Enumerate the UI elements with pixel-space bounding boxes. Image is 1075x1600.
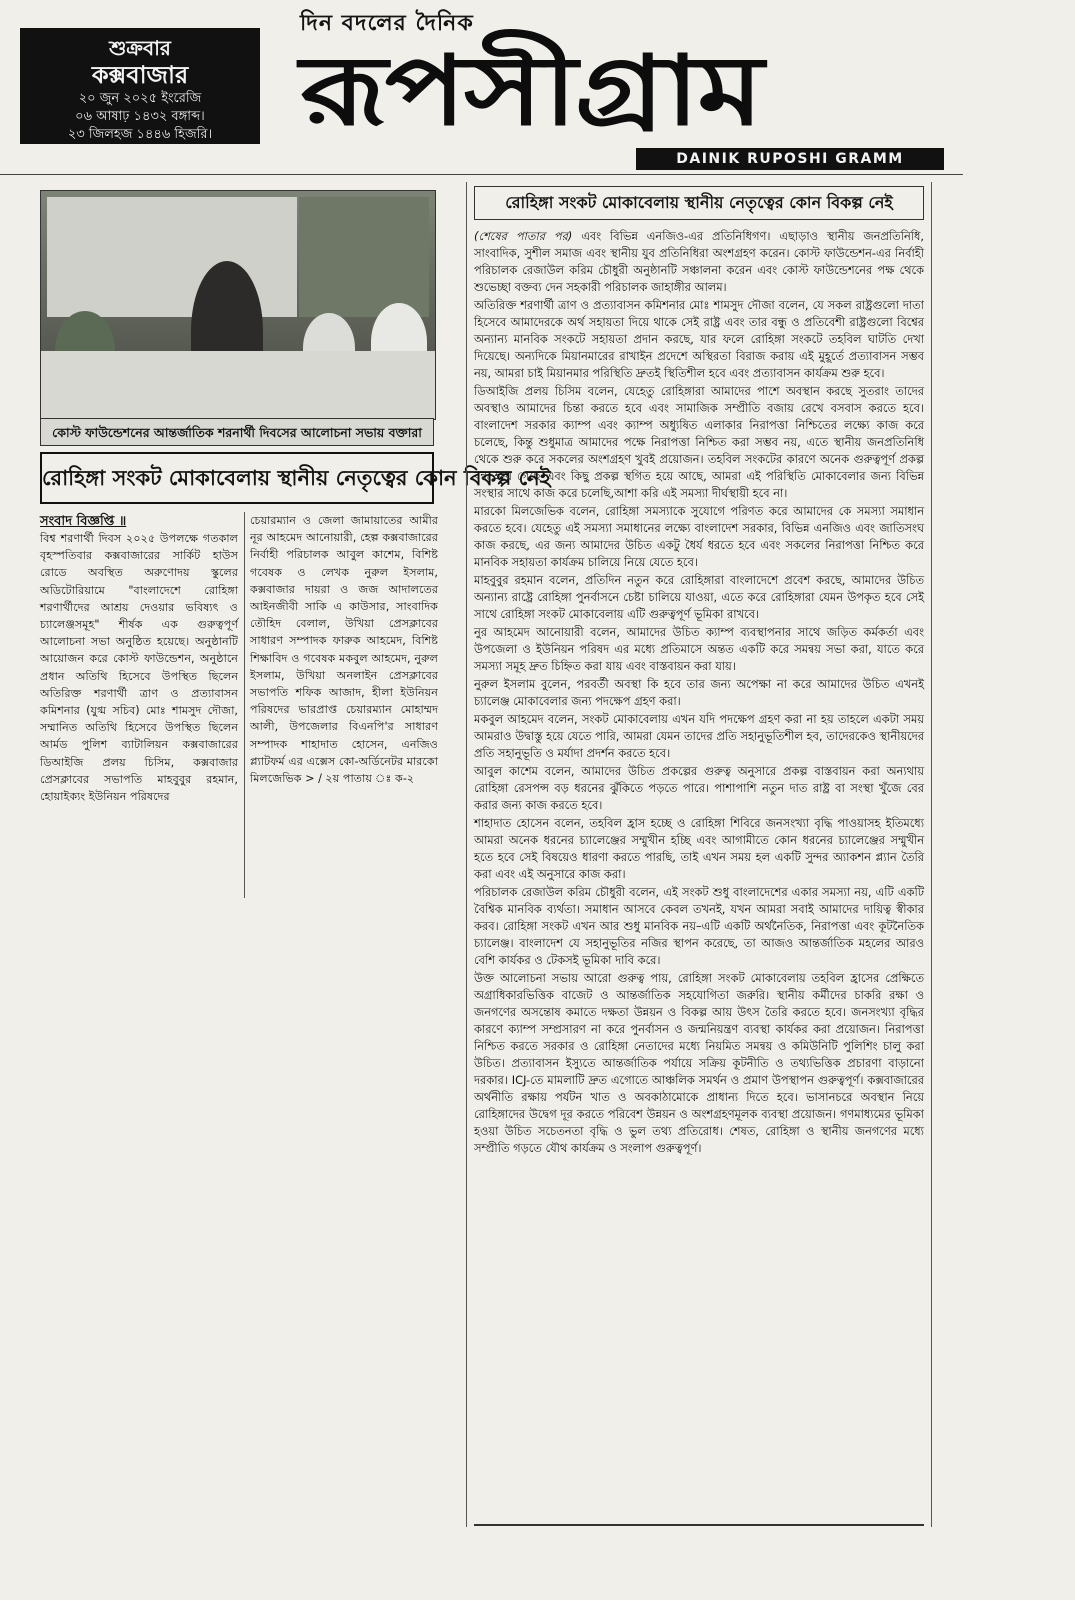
continuation-note: (শেষের পাতার পর)	[474, 229, 573, 243]
photo-table	[41, 351, 435, 419]
english-date: ২০ জুন ২০২৫ ইংরেজি	[78, 91, 202, 106]
paragraph-text: এবং বিভিন্ন এনজিও-এর প্রতিনিধিগণ। এছাড়াও স্থানীয় জনপ্রতিনিধি, সাংবাদিক, সুশীল সমাজ এবং স্থানীয় যুব প্রতিনিধিরা অংশগ্রহণ করেন। কোস্ট ফাউন্ডেশন-এর নির্বাহী পরিচালক রেজাউল করিম চৌধুরী অনুষ্ঠানটি সঞ্চালনা করেন এবং কোস্ট ফাউন্ডেশনের পক্ষ থেকে শুভেচ্ছা বক্তব্য দেন সহকারী পরিচালক জাহাঙ্গীর আলম।	[474, 229, 925, 294]
photo-caption: কোস্ট ফাউন্ডেশনের আন্তর্জাতিক শরনার্থী দিবসের আলোচনা সভায় বক্তারা	[40, 418, 434, 446]
continued-article-headline: রোহিঙ্গা সংকট মোকাবেলায় স্থানীয় নেতৃত্বের কোন বিকল্প নেই	[474, 186, 924, 220]
article-paragraph: পরিচালক রেজাউল করিম চৌধুরী বলেন, এই সংকট শুধু বাংলাদেশের একার সমস্যা নয়, এটি একটি বৈশ্বিক মানবিক ব্যর্থতা। সমাধান আসবে কেবল তখনই, যখন আমরা সবাই আমাদের দায়িত্ব স্বীকার করব। রোহিঙ্গা সংকট এখন আর শুধু মানবিক নয়–এটি একটি অর্থনৈতিক, নিরাপত্তা এবং কূটনৈতিক চ্যালেঞ্জ। বাংলাদেশ যে সহানুভূতির নজির স্থাপন করেছে, তা আজও আন্তর্জাতিক মহলের আরও বেশি কার্যকর ও টেকসই ভূমিকা দাবি করে।	[474, 885, 924, 967]
article-paragraph: মারকো মিলজেভিক বলেন, রোহিঙ্গা সমস্যাকে সুযোগে পরিণত করে আমাদের কে সমস্যা সমাধান করতে হবে। যেহেতু এই সমস্যা সমাধানের লক্ষ্যে বাংলাদেশ সরকার, বিভিন্ন এনজিও এবং জাতিসংঘ কাজ করছে, এর জন্য আমাদের উচিত একটু ধৈর্য ধরতে হবে এবং সকলের নিরাপত্তা নিশ্চিত করে মানবিক সহায়তা কার্যক্রম চালিয়ে নিয়ে যেতে হবে।	[474, 504, 924, 569]
column-divider	[244, 512, 245, 898]
article-paragraph: উক্ত আলোচনা সভায় আরো গুরুত্ব পায়, রোহিঙ্গা সংকট মোকাবেলায় তহবিল হ্রাসের প্রেক্ষিতে অগ্রাধিকারভিত্তিক বাজেট ও আন্তর্জাতিক সহযোগিতা জরুরি। স্থানীয় কর্মীদের চাকরি রক্ষা ও জনগণের অসন্তোষ কমাতে দক্ষতা উন্নয়ন ও বিকল্প আয় উৎস তৈরি করতে হবে। জনসংখ্যা বৃদ্ধির কারণে ক্যাম্প সম্প্রসারণ না করে পুনর্বাসন ও জন্মনিয়ন্ত্রণ ব্যবস্থা কার্যকর করা প্রয়োজন। নিরাপত্তা নিশ্চিত করতে সরকার ও রোহিঙ্গা নেতাদের মধ্যে নিয়মিত সমন্বয় ও কমিউনিটি পুলিশিং চালু করা উচিত। প্রত্যাবাসন ইস্যুতে আন্তর্জাতিক পর্যায়ে সক্রিয় কূটনীতি ও তথ্যভিত্তিক প্রচারণা বাড়ানো দরকার। ICJ-তে মামলাটি দ্রুত এগোতে আঞ্চলিক সমর্থন ও প্রমাণ উপস্থাপন গুরুত্বপূর্ণ। কক্সবাজারের অর্থনীতি রক্ষায় পর্যটন খাত ও অবকাঠামোকে প্রাধান্য দিতে হবে। ভাসানচরে অবস্থান নিয়ে রোহিঙ্গাদের উদ্বেগ দূর করতে পরিবেশ উন্নয়ন ও অংশগ্রহণমূলক ব্যবস্থা প্রয়োজন। গণমাধ্যমের ভূমিকা হওয়া উচিত সচেতনতা বৃদ্ধি ও ভুল তথ্য প্রতিরোধ। শেষত, রোহিঙ্গা ও স্থানীয় জনগণের মধ্যে সম্প্রীতি গড়তে যৌথ কার্যক্রম ও সংলাপ গুরুত্বপূর্ণ।	[474, 971, 924, 1155]
article-paragraph: মকবুল আহমেদ বলেন, সংকট মোকাবেলায় এখন যদি পদক্ষেপ গ্রহণ করা না হয় তাহলে একটা সময় আমরাও উদ্বাস্তু হয়ে যেতে পারি, আমরা যেমন তাদের প্রতি সহানুভূতিশীল হব, তাদেরকেও স্থানীয়দের প্রতি সহানুভূতি ও মর্যাদা প্রদর্শন করতে হবে।	[474, 712, 924, 760]
continued-article-body	[474, 228, 924, 1520]
article-paragraph: শাহাদাত হোসেন বলেন, তহবিল হ্রাস হচ্ছে ও রোহিঙ্গা শিবিরে জনসংখ্যা বৃদ্ধি পাওয়াসহ ইতিমধ্যে আমরা অনেক ধরনের চ্যালেঞ্জের সম্মুখীন হচ্ছি এবং আগামীতে কোন ধরনের চ্যালেঞ্জের সম্মুখীন হতে হবে সেই বিষয়েও ধারণা করতে পারছি, তাই এখন সময় হল একটি সুন্দর অ্যাকশন প্ল্যান তৈরি করা এবং এই অনুসারে কাজ করা।	[474, 816, 924, 881]
article-paragraph: নুরুল ইসলাম বুলেন, পরবর্তী অবস্থা কি হবে তার জন্য অপেক্ষা না করে আমাদের উচিত এখনই চ্যালেঞ্জ মোকাবেলার জন্য পদক্ষেপ গ্রহণ করা।	[474, 677, 924, 708]
masthead-english-name: DAINIK RUPOSHI GRAMM	[636, 148, 944, 170]
event-photo	[40, 190, 436, 420]
hijri-date: ২৩ জিলহজ ১৪৪৬ হিজরি।	[67, 127, 213, 142]
article-paragraph: নুর আহমেদ আনোয়ারী বলেন, আমাদের উচিত ক্যাম্প ব্যবস্থাপনার সাথে জড়িত কর্মকর্তা এবং উপজেলা ও ইউনিয়ন পরিষদ এর মধ্যে প্রতিমাসে অন্তত একটি করে সমন্বয় সভা করা, যাতে করে সমস্যা সমূহ দ্রুত চিহ্নিত করা যায় এবং বাস্তবায়ন করা যায়।	[474, 625, 924, 673]
date-box	[20, 28, 260, 144]
photo-backdrop-banner	[47, 197, 297, 317]
article-column-1: বিশ্ব শরণার্থী দিবস ২০২৫ উপলক্ষে গতকাল বৃহস্পতিবার কক্সবাজারের সার্কিট হাউস রোডে অবস্থিত অরুণোদয় স্কুলের অডিটোরিয়ামে "বাংলাদেশে রোহিঙ্গা শরণার্থীদের আশ্রয় দেওয়ার ভবিষ্যৎ ও চ্যালেঞ্জসমূহ" শীর্ষক এক গুরুত্বপূর্ণ আলোচনা সভা অনুষ্ঠিত হয়েছে। অনুষ্ঠানটি আয়োজন করে কোস্ট ফাউন্ডেশন, অনুষ্ঠানে প্রধান অতিথি হিসেবে উপস্থিত ছিলেন অতিরিক্ত শরণার্থী ত্রাণ ও প্রত্যাবাসন কমিশনার (যুগ্ম সচিব) মোঃ শামসুদ দৌজা, সম্মানিত অতিথি হিসেবে উপস্থিত ছিলেন আর্মড পুলিশ ব্যাটালিয়ন কক্সবাজারের ডিআইজি প্রলয় চিসিম, কক্সবাজার প্রেসক্লাবের সভাপতি মাহবুবুর রহমান, হোয়াইক্যং ইউনিয়ন পরিষদের	[40, 532, 238, 804]
article-headline: রোহিঙ্গা সংকট মোকাবেলায় স্থানীয় নেতৃত্বের কোন বিকল্প নেই	[40, 452, 434, 504]
article-paragraph: ডিআইজি প্রলয় চিসিম বলেন, যেহেতু রোহিঙ্গারা আমাদের পাশে অবস্থান করছে সুতরাং তাদের অবস্থাও আমাদের চিন্তা করতে হবে এবং সামাজিক সম্প্রীতি বজায় রেখে বসবাস করতে হবে। বাংলাদেশ সরকার ক্যাম্প এবং ক্যাম্প অধ্যুষিত এলাকার নিরাপত্তা নিশ্চিতের লক্ষ্যে কাজ করে চলেছে, কিন্তু শুধুমাত্র আমাদের পক্ষে নিরাপত্তা নিশ্চিত করা সম্ভব নয়, এতে স্থানীয় জনপ্রতিনিধি থেকে শুরু করে সকলের অংশগ্রহণ খুবই প্রয়োজন। তহবিল সংকটের কারণে অনেক গুরুত্বপূর্ণ প্রকল্প বন্ধ হয়ে গেছে এবং কিছু প্রকল্প স্থগিত হয়ে আছে, আমরা এই পরিস্থিতি মোকাবেলার জন্য বিভিন্ন সংস্থার সাথে কাজ করে চলেছি,আশা করি এই সমস্যা দীর্ঘস্থায়ী হবে না।	[474, 384, 924, 500]
masthead-logo: রূপসীগ্রাম	[300, 34, 762, 147]
header-divider	[0, 174, 963, 175]
masthead-tagline: দিন বদলের দৈনিক	[300, 11, 474, 36]
article-paragraph	[474, 228, 924, 296]
place-label: কক্সবাজার	[91, 61, 189, 89]
photo-backdrop-poster	[299, 197, 429, 317]
article-byline: সংবাদ বিজ্ঞপ্তি ॥	[40, 514, 127, 529]
article-paragraph: আবুল কাশেম বলেন, আমাদের উচিত প্রকল্পের গুরুত্ব অনুসারে প্রকল্প বাস্তবায়ন করা অন্যথায় রোহিঙ্গা রেসপন্স বড় ধরনের ঝুঁকিতে পড়তে পারে। পাশাপাশি নতুন দাত রাষ্ট্র বা সংস্থা খুঁজে বের করার জন্য কাজ করতে হবে।	[474, 764, 924, 812]
article-paragraph: মাহবুবুর রহমান বলেন, প্রতিদিন নতুন করে রোহিঙ্গারা বাংলাদেশে প্রবেশ করছে, আমাদের উচিত অন্যান্য রাষ্ট্রে রোহিঙ্গা পুনর্বাসনে চেষ্টা চালিয়ে যাওয়া, এতে করে রোহিঙ্গারা যেমন উপকৃত হবে সেই সাথে রোহিঙ্গা সংকট মোকাবেলায় এটি গুরুত্বপূর্ণ ভূমিকা রাখবে।	[474, 573, 924, 621]
bangla-date: ০৬ আষাঢ় ১৪৩২ বঙ্গাব্দ।	[75, 109, 205, 124]
day-label: শুক্রবার	[109, 36, 171, 60]
article-column-2: চেয়ারম্যান ও জেলা জামায়াতের আমীর নূর আহমেদ আনোয়ারী, হেল্প কক্সবাজারের নির্বাহী পরিচালক আবুল কাশেম, বিশিষ্ট গবেষক ও লেখক নুরুল ইসলাম, কক্সবাজার দায়রা ও জজ আদালতের আইনজীবী সাকি এ কাউসার, সাংবাদিক তৌহিদ বেলাল, উখিয়া প্রেসক্লাবের সাধারণ সম্পাদক ফারুক আহমেদ, বিশিষ্ট শিক্ষাবিদ ও গবেষক মকবুল আহমেদ, নুরুল ইসলাম, উখিয়া অনলাইন প্রেসক্লাবের সভাপতি শফিক আজাদ, হীলা ইউনিয়ন পরিষদের ভারপ্রাপ্ত চেয়ারম্যান মোহাম্মদ আলী, উপজেলার বিএনপি'র সাধারণ সম্পাদক শাহাদাত হোসেন, এনজিও প্ল্যাটফর্ম এর এক্সেস কো-অর্ডিনেটর মারকো মিলজেভিক > / ২য় পাতায় ঃ ক-২	[250, 514, 438, 786]
article-end-rule	[474, 1524, 924, 1526]
article-paragraph: অতিরিক্ত শরণার্থী ত্রাণ ও প্রত্যাবাসন কমিশনার মোঃ শামসুদ দৌজা বলেন, যে সকল রাষ্ট্রগুলো দাতা হিসেবে আমাদেরকে অর্থ সহায়তা দিয়ে থাকে সেই রাষ্ট্র এবং তার বন্ধু ও প্রতিবেশী রাষ্ট্রগুলো বিশ্বের অন্যান্য মানবিক সংকটে সহায়তা প্রদান করছে, যার ফলে রোহিঙ্গা সংকটে তহবিল ঘাটতি দেখা দিয়েছে। অন্যদিকে মিয়ানমারের রাখাইন প্রদেশে অস্থিরতা বিরাজ করায় এই মুহূর্তে প্রত্যাবাসন সম্ভব নয়, আমরা চাই মিয়ানমার পরিস্থিতি দ্রুতই স্থিতিশীল হবে এবং প্রত্যাবাসন কার্যক্রম শুরু হবে।	[474, 298, 924, 380]
